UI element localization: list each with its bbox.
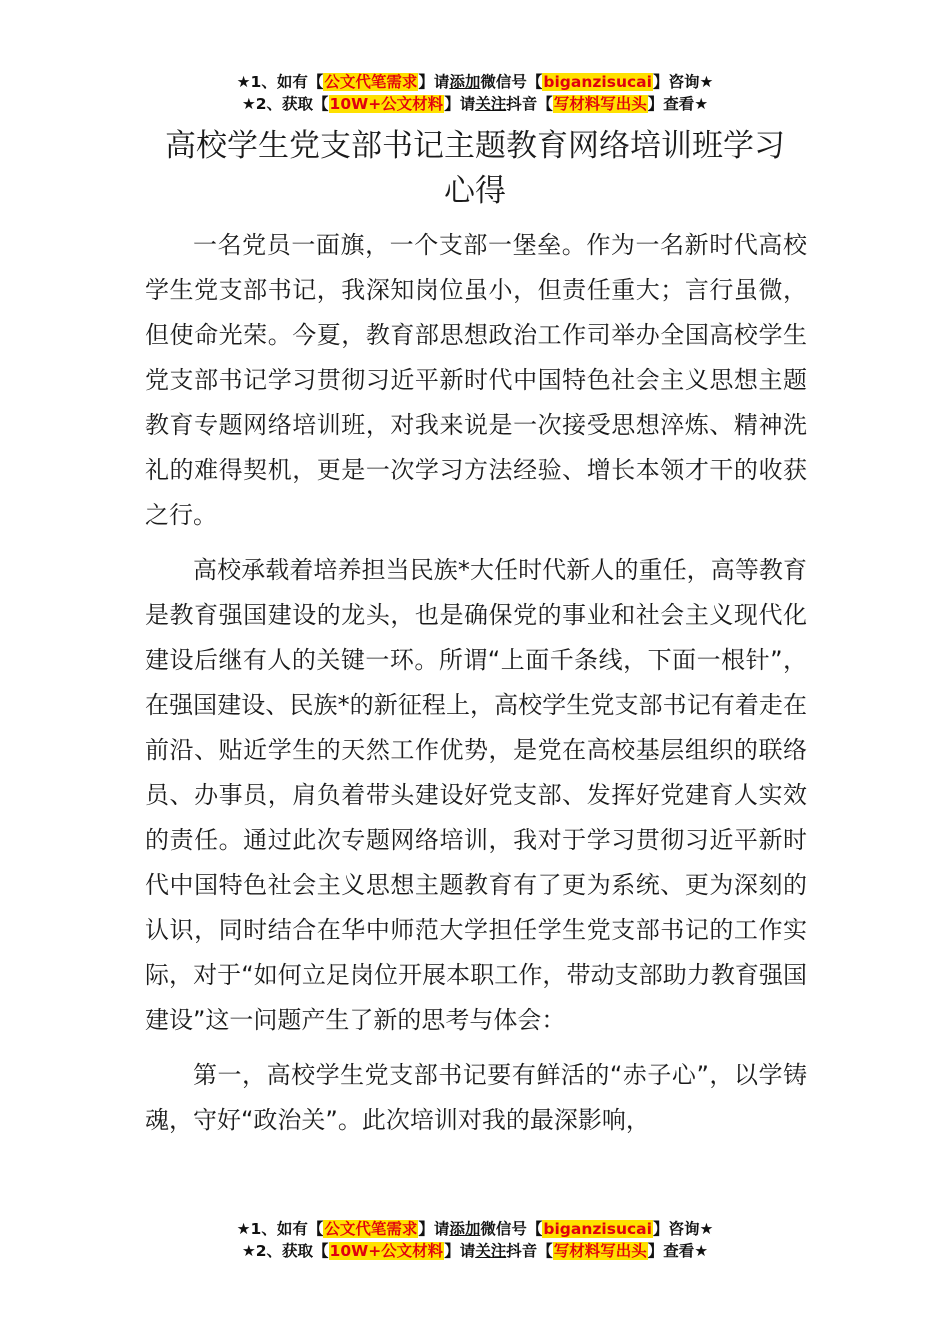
promo-text: 抖音【 — [506, 95, 553, 113]
promo-text: 抖音【 — [506, 1242, 553, 1260]
promo-banner-bottom — [0, 1218, 950, 1262]
promo-highlight: 10W+公文材料 — [329, 1242, 444, 1260]
promo-highlight: biganzisucai — [543, 1220, 652, 1238]
promo-text: ★2、获取【 — [241, 95, 329, 113]
promo-line-2 — [0, 1240, 950, 1262]
promo-text: ★1、如有【 — [236, 73, 324, 91]
promo-highlight: 公文代笔需求 — [324, 1220, 418, 1238]
promo-banner-top — [0, 71, 950, 115]
paragraph-2: 高校承载着培养担当民族*大任时代新人的重任，高等教育是教育强国建设的龙头，也是确保党的事业和社会主义现代化建设后继有人的关键一环。所谓“上面千条线，下面一根针”，在强国建设、民族*的新征程上，高校学生党支部书记有着走在前沿、贴近学生的天然工作优势，是党在高校基层组织的联络员、办事员，肩负着带头建设好党支部、发挥好党建育人实效的责任。通过此次专题网络培训，我对于学习贯彻习近平新时代中国特色社会主义思想主题教育有了更为系统、更为深刻的认识，同时结合在华中师范大学担任学生党支部书记的工作实际，对于“如何立足岗位开展本职工作，带动支部助力教育强国建设”这一问题产生了新的思考与体会： — [145, 556, 807, 1034]
promo-line-1 — [0, 1218, 950, 1240]
paragraph-3: 第一，高校学生党支部书记要有鲜活的“赤子心”，以学铸魂，守好“政治关”。此次培训对我的最深影响， — [145, 1061, 807, 1134]
promo-line-2 — [0, 93, 950, 115]
promo-highlight: 写材料写出头 — [553, 1242, 647, 1260]
promo-highlight: 公文代笔需求 — [324, 73, 418, 91]
promo-text: ★2、获取【 — [241, 1242, 329, 1260]
paragraph-1: 一名党员一面旗，一个支部一堡垒。作为一名新时代高校学生党支部书记，我深知岗位虽小，但责任重大；言行虽微，但使命光荣。今夏，教育部思想政治工作司举办全国高校学生党支部书记学习贯彻习近平新时代中国特色社会主义思想主题教育专题网络培训班，对我来说是一次接受思想淬炼、精神洗礼的难得契机，更是一次学习方法经验、增长本领才干的收获之行。 — [145, 231, 807, 529]
promo-text: 】请 — [418, 1220, 450, 1238]
promo-text: 】请 — [444, 1242, 476, 1260]
promo-underline: 添加 — [449, 73, 481, 91]
promo-underline: 关注 — [475, 95, 507, 113]
promo-highlight: 写材料写出头 — [553, 95, 647, 113]
promo-text: 】请 — [444, 95, 476, 113]
promo-highlight: 10W+公文材料 — [329, 95, 444, 113]
promo-text: 】咨询★ — [652, 73, 714, 91]
document-body — [145, 223, 807, 1153]
promo-highlight: biganzisucai — [543, 73, 652, 91]
promo-text: 】查看★ — [647, 95, 709, 113]
promo-text: 】请 — [418, 73, 450, 91]
promo-text: 】查看★ — [647, 1242, 709, 1260]
promo-underline: 添加 — [449, 1220, 481, 1238]
promo-underline: 关注 — [475, 1242, 507, 1260]
promo-line-1 — [0, 71, 950, 93]
promo-text: ★1、如有【 — [236, 1220, 324, 1238]
promo-text: 微信号【 — [480, 1220, 543, 1238]
promo-text: 微信号【 — [480, 73, 543, 91]
promo-text: 】咨询★ — [652, 1220, 714, 1238]
document-title: 高校学生党支部书记主题教育网络培训班学习心得 — [165, 128, 785, 209]
